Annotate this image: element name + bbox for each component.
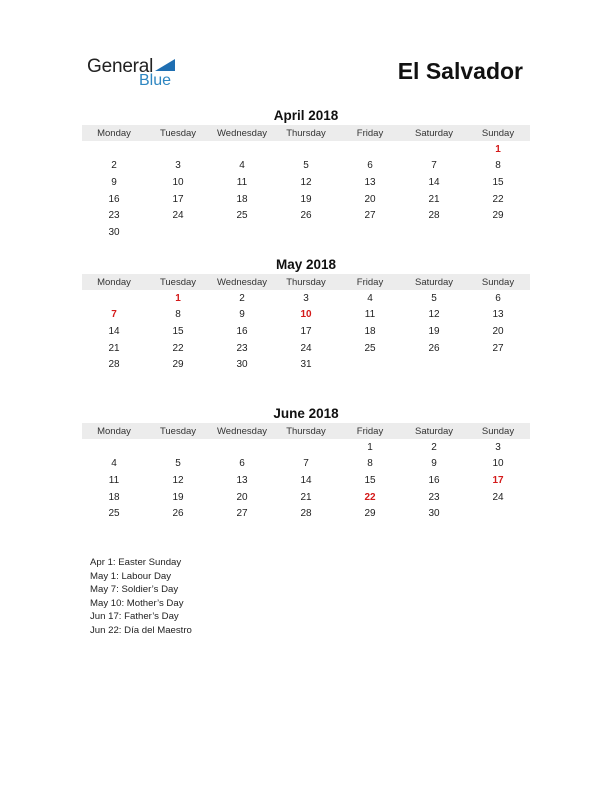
week-row bbox=[82, 472, 530, 489]
date-cell: 2 bbox=[431, 441, 437, 453]
date-cell: 7 bbox=[431, 160, 437, 172]
date-cell: 13 bbox=[364, 176, 376, 188]
date-cell: 21 bbox=[300, 491, 312, 503]
weekday-header-row bbox=[82, 274, 530, 290]
date-cell: 6 bbox=[495, 292, 501, 304]
date-cell: 30 bbox=[236, 359, 248, 371]
week-row bbox=[82, 456, 530, 473]
weekday-label: Thursday bbox=[286, 425, 326, 437]
date-cell: 30 bbox=[108, 226, 120, 238]
general-blue-logo bbox=[87, 56, 187, 92]
date-cell: 11 bbox=[236, 176, 248, 188]
weekday-label: Friday bbox=[356, 425, 384, 437]
holiday-date-cell: 22 bbox=[364, 491, 376, 503]
date-cell: 21 bbox=[428, 193, 440, 205]
weekday-label: Wednesday bbox=[217, 425, 267, 437]
date-cell: 3 bbox=[303, 292, 309, 304]
date-cell: 24 bbox=[172, 210, 184, 222]
date-cell: 28 bbox=[108, 359, 120, 371]
date-cell: 30 bbox=[428, 508, 440, 520]
date-cell: 5 bbox=[431, 292, 437, 304]
date-cell: 8 bbox=[367, 458, 373, 470]
date-cell: 15 bbox=[364, 474, 376, 486]
week-row bbox=[82, 307, 530, 324]
holiday-note: May 10: Mother’s Day bbox=[90, 597, 184, 609]
date-cell: 18 bbox=[236, 193, 248, 205]
holiday-note: May 1: Labour Day bbox=[90, 570, 172, 582]
date-cell: 29 bbox=[364, 508, 376, 520]
holiday-note: Jun 22: Día del Maestro bbox=[90, 624, 192, 636]
week-row bbox=[82, 356, 530, 373]
date-cell: 3 bbox=[495, 441, 501, 453]
date-cell: 29 bbox=[172, 359, 184, 371]
date-cell: 17 bbox=[172, 193, 184, 205]
date-cell: 20 bbox=[364, 193, 376, 205]
date-cell: 27 bbox=[364, 210, 376, 222]
date-cell: 28 bbox=[428, 210, 440, 222]
weekday-label: Monday bbox=[97, 276, 131, 288]
week-row bbox=[82, 158, 530, 175]
date-cell: 27 bbox=[492, 342, 504, 354]
holiday-notes bbox=[90, 556, 192, 638]
date-cell: 7 bbox=[303, 458, 309, 470]
date-cell: 23 bbox=[236, 342, 248, 354]
date-cell: 29 bbox=[492, 210, 504, 222]
date-cell: 4 bbox=[111, 458, 117, 470]
weekday-label: Sunday bbox=[481, 425, 515, 437]
date-cell: 5 bbox=[175, 458, 181, 470]
date-cell: 25 bbox=[108, 508, 120, 520]
weekday-label: Friday bbox=[356, 276, 384, 288]
holiday-note: Apr 1: Easter Sunday bbox=[90, 557, 182, 568]
date-cell: 6 bbox=[367, 160, 373, 172]
holiday-note: Jun 17: Father’s Day bbox=[90, 611, 179, 623]
date-cell: 16 bbox=[108, 193, 120, 205]
date-cell: 31 bbox=[300, 359, 312, 371]
date-cell: 18 bbox=[108, 491, 120, 503]
country-title: El Salvador bbox=[397, 58, 523, 84]
date-cell: 23 bbox=[108, 210, 120, 222]
date-cell: 3 bbox=[175, 160, 181, 172]
date-cell: 9 bbox=[239, 309, 245, 321]
date-cell: 6 bbox=[239, 458, 245, 470]
week-row bbox=[82, 439, 530, 456]
weekday-label: Monday bbox=[97, 425, 131, 437]
date-cell: 15 bbox=[492, 176, 504, 188]
date-cell: 13 bbox=[236, 474, 248, 486]
month-may bbox=[82, 256, 530, 373]
date-cell: 26 bbox=[428, 342, 440, 354]
date-cell: 15 bbox=[172, 325, 184, 337]
date-cell: 18 bbox=[364, 325, 376, 337]
week-row bbox=[82, 141, 530, 158]
date-cell: 2 bbox=[111, 160, 117, 172]
date-cell: 13 bbox=[492, 309, 504, 321]
holiday-date-cell: 7 bbox=[111, 309, 117, 321]
date-cell: 20 bbox=[492, 325, 504, 337]
date-cell: 4 bbox=[367, 292, 373, 304]
week-row bbox=[82, 340, 530, 357]
week-row bbox=[82, 290, 530, 307]
date-cell: 5 bbox=[303, 160, 309, 172]
date-cell: 4 bbox=[239, 160, 245, 172]
weekday-label: Tuesday bbox=[159, 127, 197, 139]
weekday-label: Wednesday bbox=[217, 127, 267, 139]
weekday-label: Saturday bbox=[414, 276, 454, 288]
weekday-label: Thursday bbox=[286, 276, 326, 288]
date-cell: 20 bbox=[236, 491, 248, 503]
month-june bbox=[82, 405, 530, 522]
weekday-label: Saturday bbox=[414, 127, 454, 139]
month-title: May 2018 bbox=[275, 257, 337, 272]
week-row bbox=[82, 323, 530, 340]
holiday-note: May 7: Soldier’s Day bbox=[90, 584, 179, 596]
date-cell: 28 bbox=[300, 508, 312, 520]
date-cell: 1 bbox=[367, 441, 373, 453]
holiday-date-cell: 17 bbox=[492, 474, 504, 486]
date-cell: 12 bbox=[172, 474, 184, 486]
week-row bbox=[82, 505, 530, 522]
date-cell: 25 bbox=[236, 210, 248, 222]
week-row bbox=[82, 191, 530, 208]
weekday-header-row bbox=[82, 125, 530, 141]
date-cell: 2 bbox=[239, 292, 245, 304]
week-row bbox=[82, 207, 530, 224]
weekday-label: Tuesday bbox=[159, 276, 197, 288]
date-cell: 10 bbox=[172, 176, 184, 188]
date-cell: 26 bbox=[300, 210, 312, 222]
logo-blue-text: Blue bbox=[139, 72, 172, 89]
weekday-label: Sunday bbox=[481, 127, 515, 139]
date-cell: 24 bbox=[492, 491, 504, 503]
weekday-label: Wednesday bbox=[217, 276, 267, 288]
date-cell: 25 bbox=[364, 342, 376, 354]
weekday-label: Friday bbox=[356, 127, 384, 139]
date-cell: 12 bbox=[300, 176, 312, 188]
holiday-date-cell: 1 bbox=[175, 292, 181, 304]
week-row bbox=[82, 224, 530, 241]
date-cell: 23 bbox=[428, 491, 440, 503]
date-cell: 16 bbox=[236, 325, 248, 337]
month-april bbox=[82, 107, 530, 241]
logo-triangle-icon bbox=[155, 59, 175, 71]
date-cell: 14 bbox=[108, 325, 120, 337]
logo-general-text: General bbox=[87, 56, 154, 77]
month-title: June 2018 bbox=[273, 406, 339, 421]
date-cell: 16 bbox=[428, 474, 440, 486]
date-cell: 24 bbox=[300, 342, 312, 354]
date-cell: 11 bbox=[108, 474, 120, 486]
date-cell: 14 bbox=[428, 176, 440, 188]
date-cell: 26 bbox=[172, 508, 184, 520]
week-row bbox=[82, 174, 530, 191]
date-cell: 12 bbox=[428, 309, 440, 321]
date-cell: 22 bbox=[172, 342, 184, 354]
date-cell: 9 bbox=[111, 176, 117, 188]
weekday-label: Tuesday bbox=[159, 425, 197, 437]
holiday-date-cell: 10 bbox=[300, 309, 312, 321]
date-cell: 22 bbox=[492, 193, 504, 205]
weekday-label: Monday bbox=[97, 127, 131, 139]
date-cell: 19 bbox=[300, 193, 312, 205]
weekday-header-row bbox=[82, 423, 530, 439]
weekday-label: Saturday bbox=[414, 425, 454, 437]
date-cell: 19 bbox=[428, 325, 440, 337]
date-cell: 11 bbox=[364, 309, 376, 321]
weekday-label: Thursday bbox=[286, 127, 326, 139]
date-cell: 27 bbox=[236, 508, 248, 520]
holiday-date-cell: 1 bbox=[495, 143, 501, 155]
date-cell: 9 bbox=[431, 458, 437, 470]
month-title: April 2018 bbox=[273, 108, 339, 123]
date-cell: 14 bbox=[300, 474, 312, 486]
date-cell: 8 bbox=[495, 160, 501, 172]
date-cell: 21 bbox=[108, 342, 120, 354]
week-row bbox=[82, 489, 530, 506]
date-cell: 19 bbox=[172, 491, 184, 503]
weekday-label: Sunday bbox=[481, 276, 515, 288]
date-cell: 8 bbox=[175, 309, 181, 321]
date-cell: 10 bbox=[492, 458, 504, 470]
date-cell: 17 bbox=[300, 325, 312, 337]
